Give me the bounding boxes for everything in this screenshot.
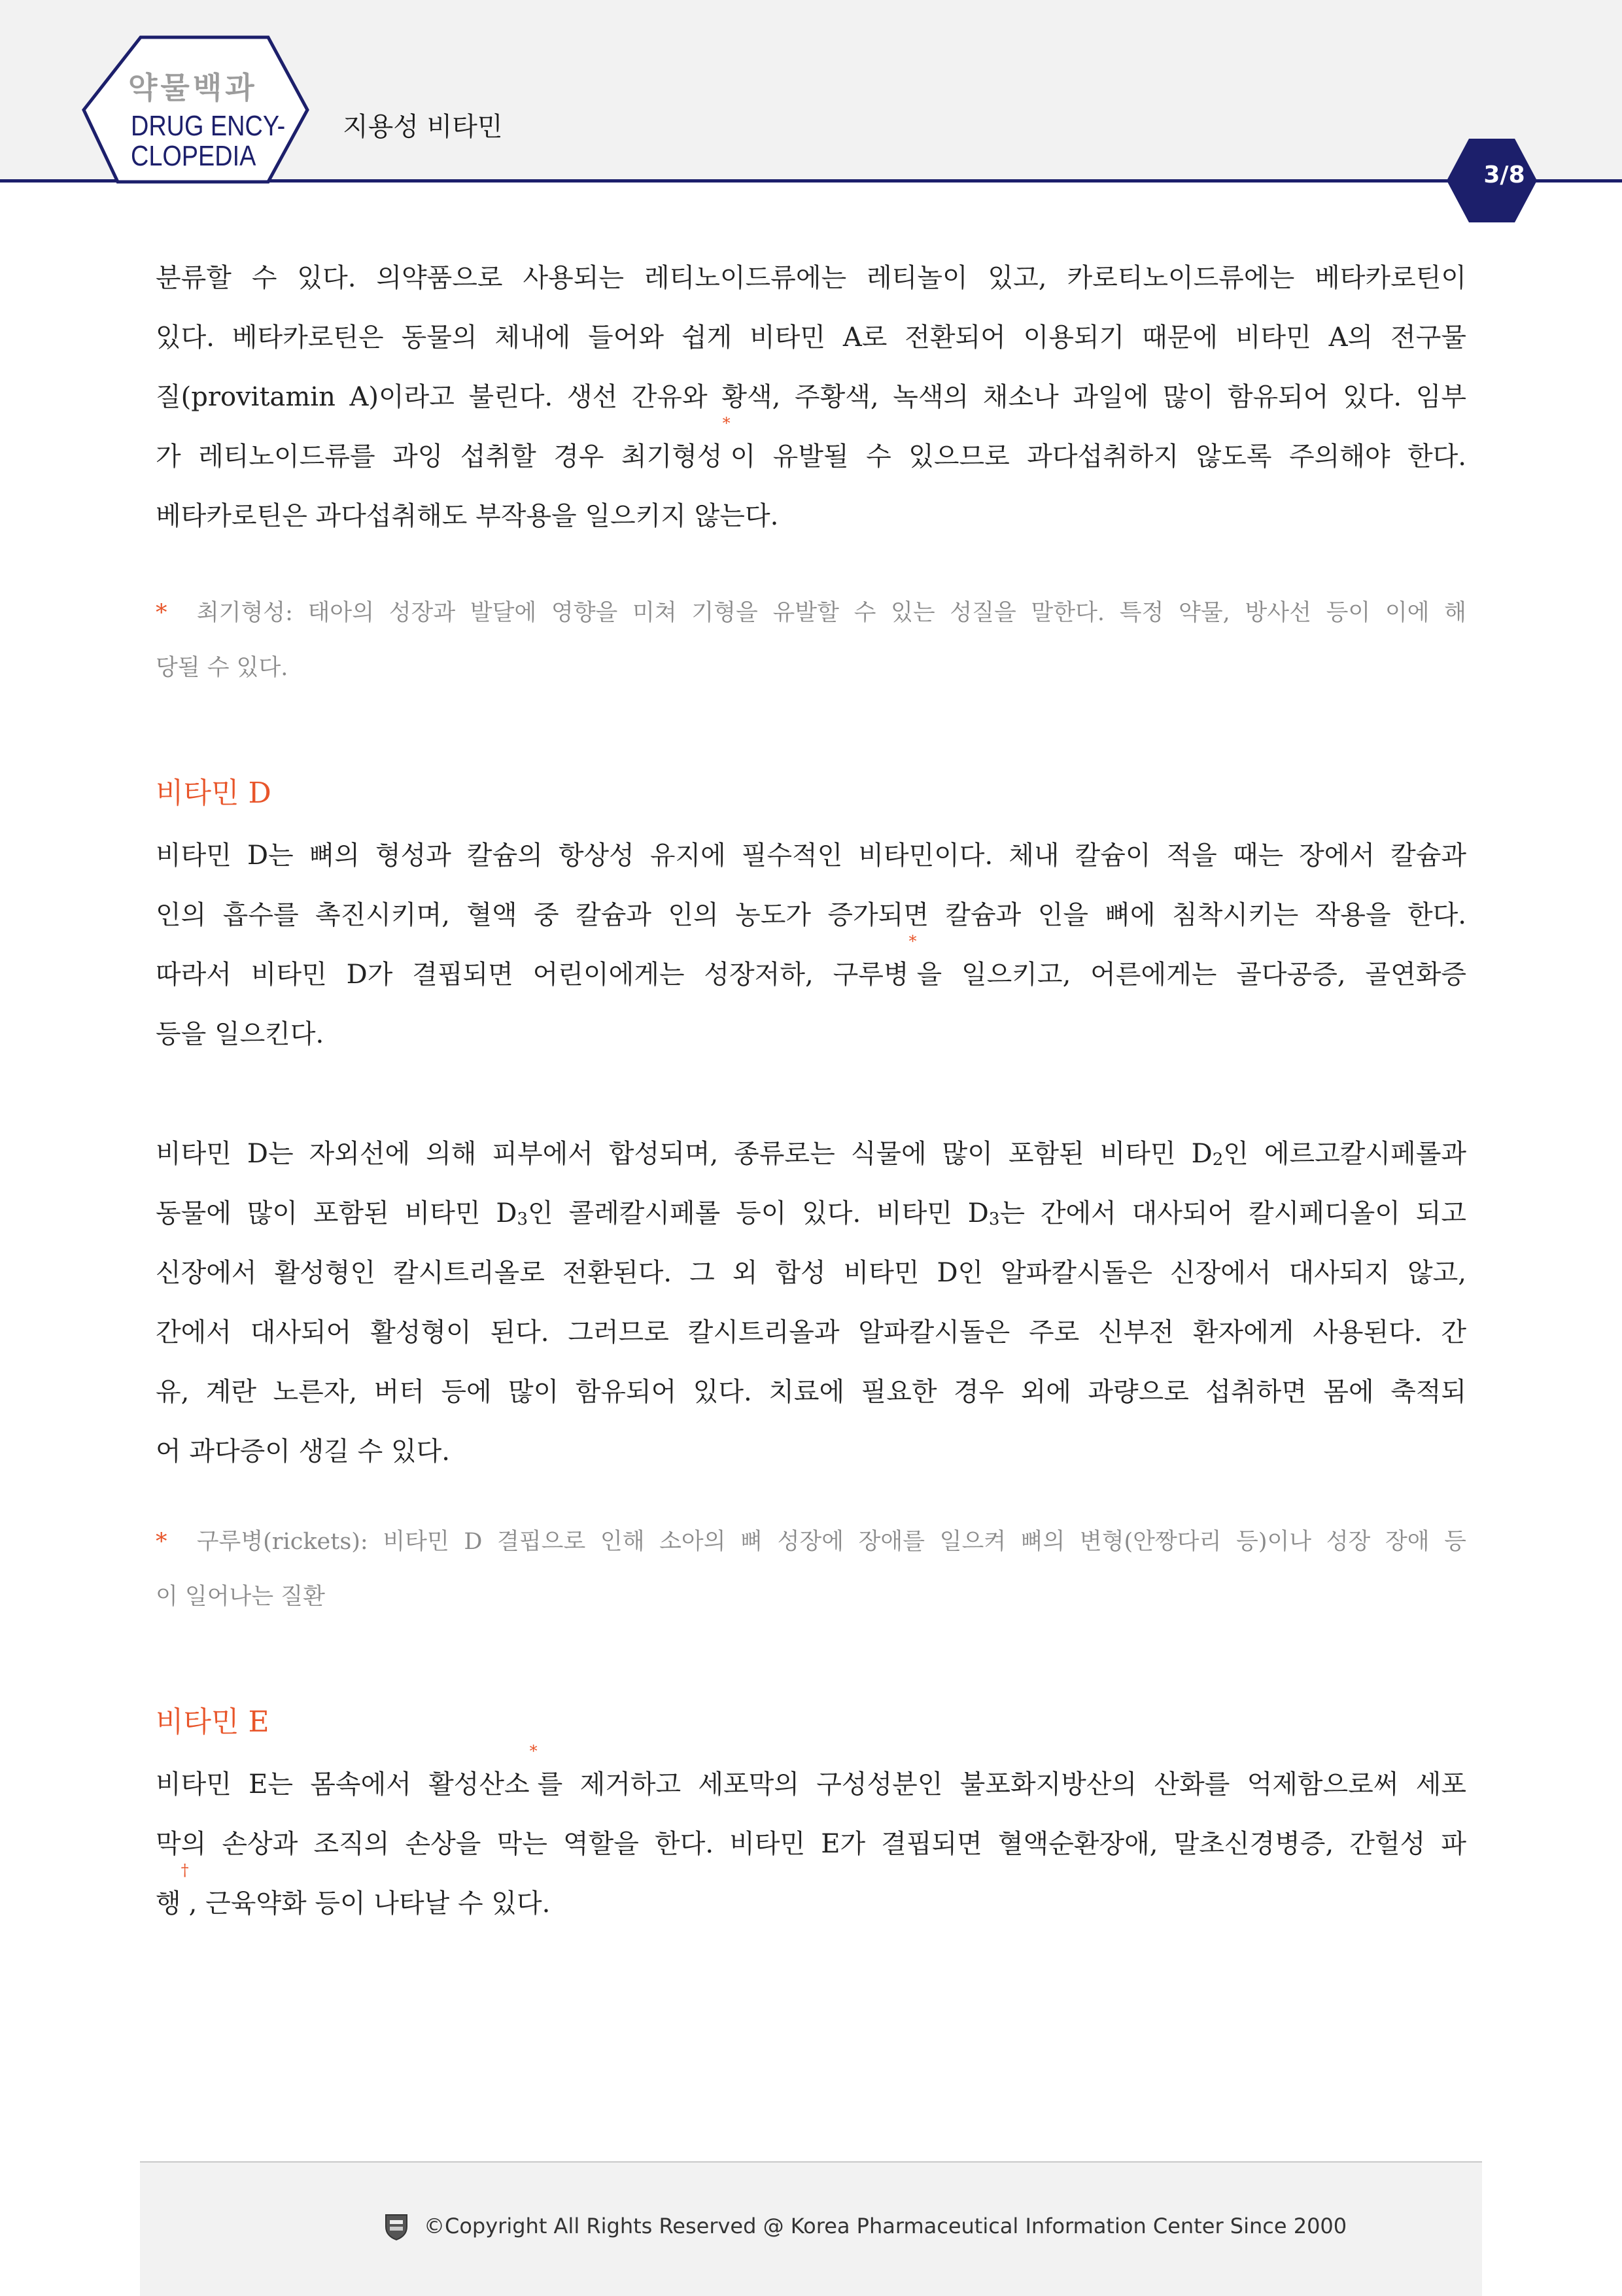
subscript: 2 (1212, 1150, 1224, 1170)
vitamin-d-paragraph-2 (156, 1124, 1466, 1482)
footnote-star-icon: * (156, 600, 167, 626)
dagger-marker: † (181, 1861, 189, 1879)
text-line: 신장에서 활성형인 칼시트리올로 전환된다. 그 외 합성 비타민 D인 알파칼시돌은 신장에서 대사되지 않고, (156, 1258, 1466, 1288)
text-line: 질(provitamin A)이라고 불린다. 생선 간유와 황색, 주황색, 녹색의 채소나 과일에 많이 함유되어 있다. 임부 (156, 382, 1466, 412)
shield-logo-icon (382, 2212, 411, 2241)
text-span: 을 일으키고, 어른에게는 골다공증, 골연화증 (916, 960, 1466, 990)
logo-english-line2: CLOPEDIA (131, 140, 256, 172)
footnote-marker: * (722, 414, 731, 432)
text-span: 최기형성: 태아의 성장과 발달에 영향을 미쳐 기형을 유발할 수 있는 성질을 말한다. 특정 약물, 방사선 등이 이에 해 (196, 600, 1466, 626)
subscript: 3 (517, 1209, 528, 1229)
text-line: 간에서 대사되어 활성형이 된다. 그러므로 칼시트리올과 알파칼시돌은 주로 신부전 환자에게 사용된다. 간 (156, 1317, 1466, 1348)
text-span: , 근육약화 등이 나타날 수 있다. (188, 1888, 551, 1919)
vitamin-e-paragraph (156, 1742, 1466, 1934)
text-span: 는 간에서 대사되어 칼시페디올이 되고 (999, 1198, 1466, 1228)
text-line: 있다. 베타카로틴은 동물의 체내에 들어와 쉽게 비타민 A로 전환되어 이용되기 때문에 비타민 A의 전구물 (156, 322, 1466, 353)
text-line: 등을 일으킨다. (156, 1019, 324, 1049)
text-span: 인 콜레칼시페롤 등이 있다. 비타민 D (527, 1198, 989, 1228)
text-line: 유, 계란 노른자, 버터 등에 많이 함유되어 있다. 치료에 필요한 경우 외에 과량으로 섭취하면 몸에 축적되 (156, 1377, 1466, 1407)
text-line: 막의 손상과 조직의 손상을 막는 역할을 한다. 비타민 E가 결핍되면 혈액순환장애, 말초신경병증, 간헐성 파 (156, 1829, 1466, 1859)
vitamin-d-paragraph-1 (156, 826, 1466, 1064)
footnote-marker: * (529, 1742, 538, 1760)
footnote-line (156, 585, 1466, 640)
text-span: 비타민 E는 몸속에서 활성산소 (156, 1769, 530, 1800)
text-span: 구루병(rickets): 비타민 D 결핍으로 인해 소아의 뼈 성장에 장애를 일으켜 뼈의 변형(안짱다리 등)이나 성장 장애 등 (196, 1529, 1466, 1555)
footnote-marker: * (908, 932, 917, 950)
section-heading-vitamin-d: 비타민 D (156, 776, 271, 810)
text-line: 베타카로틴은 과다섭취해도 부작용을 일으키지 않는다. (156, 501, 779, 531)
footnote-star-icon: * (156, 1529, 167, 1555)
page-title: 지용성 비타민 (343, 112, 503, 142)
text-line: 비타민 D는 뼈의 형성과 칼슘의 항상성 유지에 필수적인 비타민이다. 체내 칼슘이 적을 때는 장에서 칼슘과 (156, 841, 1466, 871)
text-line (156, 1184, 1466, 1244)
text-span: 인 에르고칼시페롤과 (1223, 1139, 1466, 1169)
document-body (156, 249, 1466, 1934)
text-line: 인의 흡수를 촉진시키며, 혈액 중 칼슘과 인의 농도가 증가되면 칼슘과 인을 뼈에 침착시키는 작용을 한다. (156, 900, 1466, 930)
text-line: 어 과다증이 생길 수 있다. (156, 1436, 450, 1467)
subscript: 3 (988, 1209, 1000, 1229)
text-span: 이 유발될 수 있으므로 과다섭취하지 않도록 주의해야 한다. (730, 442, 1466, 472)
text-line (156, 1861, 1466, 1934)
footnote-line (156, 1514, 1466, 1569)
text-span: 동물에 많이 포함된 비타민 D (156, 1198, 517, 1228)
footnote-teratogenicity (156, 585, 1466, 695)
copyright-text: ©Copyright All Rights Reserved @ Korea Pharmaceutical Information Center Since 2000 (424, 2214, 1347, 2238)
footnote-line: 이 일어나는 질환 (156, 1584, 325, 1610)
text-line (156, 414, 1466, 487)
text-span: 따라서 비타민 D가 결핍되면 어린이에게는 성장저하, 구루병 (156, 960, 909, 990)
logo-english-line1: DRUG ENCY- (131, 110, 286, 142)
footnote-rickets (156, 1514, 1466, 1624)
text-line (156, 1742, 1466, 1815)
logo-korean-text: 약물백과 (128, 70, 258, 105)
text-span: 비타민 D는 자외선에 의해 피부에서 합성되며, 종류로는 식물에 많이 포함된 비타민 D (156, 1139, 1213, 1169)
page-number: 3/8 (1483, 162, 1525, 188)
section-heading-vitamin-e: 비타민 E (156, 1705, 269, 1739)
text-span: 가 레티노이드류를 과잉 섭취할 경우 최기형성 (156, 442, 723, 472)
page-number-badge-icon (0, 0, 1622, 235)
text-line (156, 932, 1466, 1005)
footnote-line: 당될 수 있다. (156, 655, 288, 681)
text-span: 를 제거하고 세포막의 구성성분인 불포화지방산의 산화를 억제함으로써 세포 (537, 1769, 1466, 1800)
text-line: 분류할 수 있다. 의약품으로 사용되는 레티노이드류에는 레티놀이 있고, 카로티노이드류에는 베타카로틴이 (156, 263, 1466, 293)
intro-paragraph (156, 249, 1466, 546)
text-line (156, 1124, 1466, 1184)
text-span: 행 (156, 1888, 181, 1919)
